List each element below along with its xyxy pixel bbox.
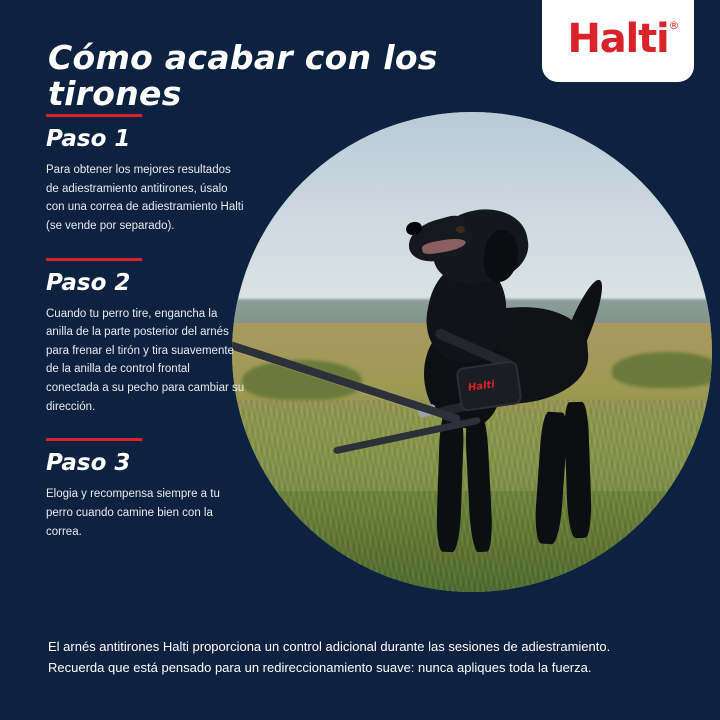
steps-list [46, 114, 246, 563]
step-body: Para obtener los mejores resultados de adiestramiento antitirones, úsalo con una correa de adiestramiento Halti (se vende por separado). [46, 164, 244, 232]
logo-wrap [567, 13, 680, 62]
step-body: Elogia y recompensa siempre a tu perro cuando camine bien con la correa. [46, 488, 220, 538]
registered-mark-icon: ® [668, 19, 680, 32]
step-divider [46, 258, 142, 261]
halti-logo [542, 0, 694, 82]
step-item [46, 438, 246, 541]
step-item [46, 258, 246, 417]
step-title: Paso 2 [46, 269, 131, 296]
page-title: Cómo acabar con los tirones [48, 38, 438, 114]
dog-photo [232, 112, 712, 592]
step-divider [46, 438, 142, 441]
step-body: Cuando tu perro tire, engancha la anilla de la parte posterior del arnés para frenar el tirón y tira suavemente de la anilla de control frontal conectada a su pecho para cambiar su dirección. [46, 307, 245, 413]
step-title: Paso 3 [46, 450, 131, 477]
footer-note: El arnés antitirones Halti proporciona un control adicional durante las sesiones de adiestramiento. Recuerda que está pensado para un redireccionamiento suave: nunca apliques toda la fuerza. [48, 639, 611, 676]
step-item [46, 114, 246, 236]
logo-text: Halti [567, 16, 669, 62]
harness-brand-label: Halti [467, 379, 496, 394]
step-title: Paso 1 [46, 126, 131, 152]
harness-pad [455, 360, 523, 412]
dog-eye [456, 226, 465, 233]
photo-bush [612, 352, 712, 388]
step-divider [46, 114, 142, 117]
